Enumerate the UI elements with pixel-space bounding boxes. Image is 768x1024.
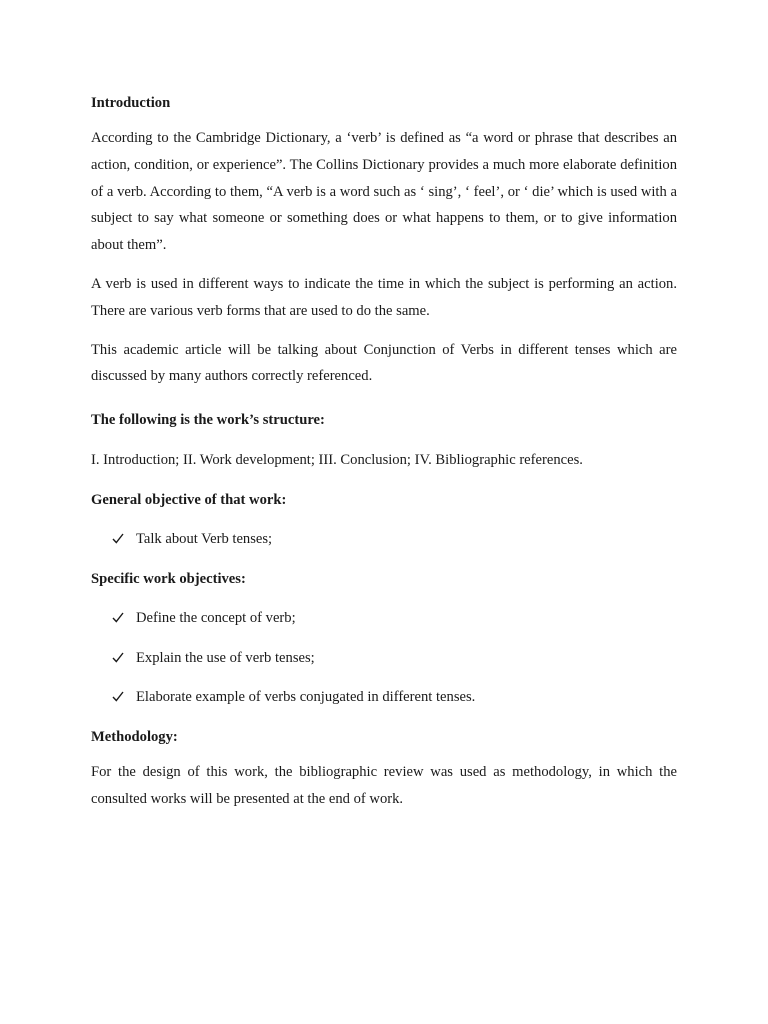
introduction-paragraph-definition: According to the Cambridge Dictionary, a ‘verb’ is defined as “a word or phrase that describes an action, condition, or experience”. The Collins Dictionary provides a much more elaborate definition of a verb. According to them, “A verb is a word such as ‘ sing’, ‘ feel’, or ‘ die’ which is used with a subject to say what someone or something does or what happens to them, or to give information about them”.	[91, 130, 677, 254]
checkmark-icon	[112, 687, 128, 702]
general-objective-list	[91, 529, 677, 549]
checkmark-icon	[112, 529, 128, 544]
checkmark-icon	[112, 648, 128, 663]
structure-text: I. Introduction; II. Work development; III. Conclusion; IV. Bibliographic references.	[91, 452, 583, 469]
list-item	[91, 687, 677, 707]
list-item-text: Explain the use of verb tenses;	[136, 650, 315, 667]
structure-heading: The following is the work’s structure:	[91, 412, 325, 429]
introduction-heading: Introduction	[91, 95, 171, 111]
document-body	[91, 93, 677, 813]
general-objective-heading: General objective of that work:	[91, 492, 287, 509]
list-item-text: Talk about Verb tenses;	[136, 531, 273, 548]
checkmark-icon	[112, 608, 128, 623]
specific-objectives-heading: Specific work objectives:	[91, 571, 246, 588]
list-item	[91, 648, 677, 668]
methodology-paragraph: For the design of this work, the bibliographic review was used as methodology, in which the consulted works will be presented at the end of work.	[91, 764, 677, 807]
list-item	[91, 608, 677, 628]
introduction-paragraph-usage: A verb is used in different ways to indicate the time in which the subject is performing an action. There are various verb forms that are used to do the same.	[91, 275, 677, 319]
list-item-text: Define the concept of verb;	[136, 610, 296, 627]
introduction-paragraph-purpose: This academic article will be talking about Conjunction of Verbs in different tenses which are discussed by many authors correctly referenced.	[91, 341, 677, 385]
specific-objectives-list	[91, 608, 677, 707]
list-item-text: Elaborate example of verbs conjugated in different tenses.	[136, 689, 476, 706]
methodology-heading: Methodology:	[91, 729, 178, 746]
list-item	[91, 529, 677, 549]
